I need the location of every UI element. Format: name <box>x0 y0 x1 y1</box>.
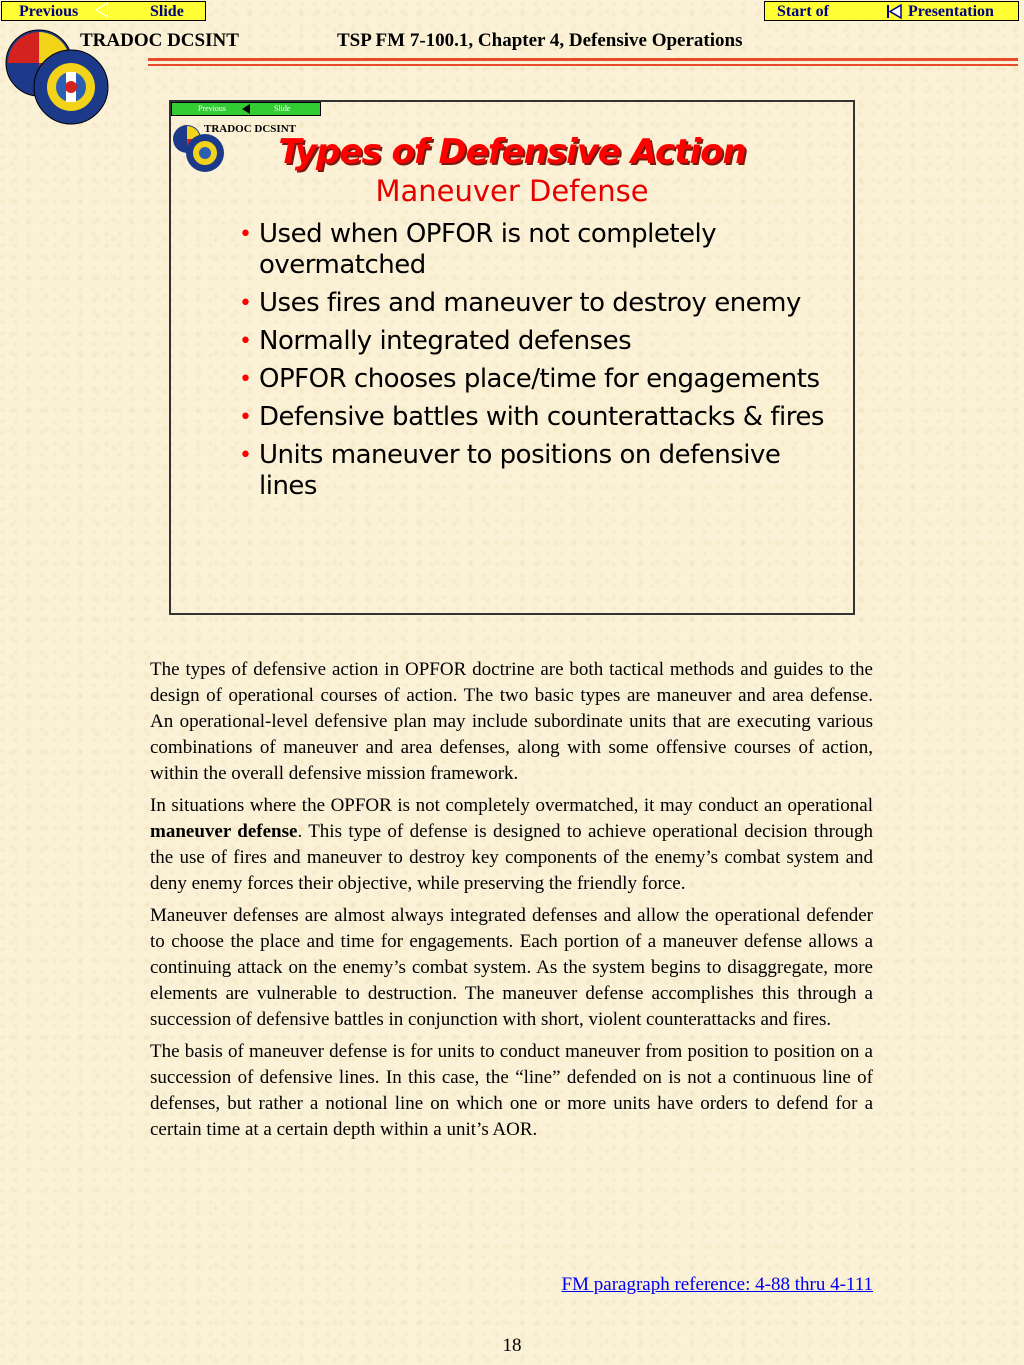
mini-previous-label: Previous <box>198 104 226 113</box>
bold-term: maneuver defense <box>150 821 298 842</box>
bullet-icon: • <box>239 329 252 354</box>
bullet-icon: • <box>239 367 252 392</box>
body-text <box>150 657 873 1149</box>
slide-bullet: • Defensive battles with counterattacks & fires <box>239 402 824 432</box>
header-org: TRADOC DCSINT <box>80 30 239 51</box>
mini-previous-slide-button <box>171 102 321 116</box>
previous-label: Previous <box>19 3 79 20</box>
back-arrow-icon <box>95 2 108 18</box>
slide-bullet: • OPFOR chooses place/time for engagements <box>239 364 820 394</box>
fm-reference-link[interactable]: FM paragraph reference: 4-88 thru 4-111 <box>561 1274 873 1295</box>
slide-bullet: • Units maneuver to positions on defensive lines <box>239 440 781 501</box>
previous-slide-button[interactable] <box>1 1 206 21</box>
bullet-icon: • <box>239 405 252 430</box>
header-title: TSP FM 7-100.1, Chapter 4, Defensive Operations <box>337 30 743 51</box>
mini-slide-label: Slide <box>274 104 291 113</box>
slide-bullet: • Uses fires and maneuver to destroy enemy <box>239 288 801 318</box>
paragraph: In situations where the OPFOR is not completely overmatched, it may conduct an operational maneuver defense. This type of defense is designed to achieve operational decision through the use of fires and maneuver to destroy key components of the enemy’s combat system and deny enemy forces their objective, while preserving the friendly force. <box>150 795 873 894</box>
slide-bullet-list <box>239 219 829 509</box>
page-number: 18 <box>502 1335 522 1356</box>
mini-back-arrow-icon <box>242 104 250 114</box>
reference-row <box>150 1274 873 1296</box>
header-rule-lower <box>148 64 1018 66</box>
presentation-label: Presentation <box>908 3 994 20</box>
paragraph: The basis of maneuver defense is for units to conduct maneuver from position to position on a succession of defensive lines. In this case, the “line” defended on is not a continuous line of defenses, but rather a notional line on which one or more units have orders to defend for a certain time at a certain depth within a unit’s AOR. <box>150 1041 873 1140</box>
slide-header-org: TRADOC DCSINT <box>204 123 296 135</box>
bullet-icon: • <box>239 443 252 468</box>
slide-bullet: • Used when OPFOR is not completely overmatched <box>239 219 717 280</box>
slide-bullet: • Normally integrated defenses <box>239 326 632 356</box>
bullet-icon: • <box>239 222 252 247</box>
slide-subtitle: Maneuver Defense <box>375 174 649 208</box>
bullet-icon: • <box>239 291 252 316</box>
header-rule <box>148 58 1018 61</box>
start-of-label: Start of <box>777 3 829 20</box>
paragraph: Maneuver defenses are almost always integrated defenses and allow the operational defender to choose the place and time for engagements. Each portion of a maneuver defense allows a continuing attack on the enemy’s combat system. As the system begins to disaggregate, more elements are vulnerable to destruction. The maneuver defense accomplishes this through a succession of defensive battles in conjunction with short, violent counterattacks and fires. <box>150 905 873 1030</box>
start-of-presentation-button[interactable] <box>764 1 1019 21</box>
paragraph: The types of defensive action in OPFOR doctrine are both tactical methods and guides to the design of operational courses of action. The two basic types are maneuver and area defense. An operational-level defensive plan may include subordinate units that are executing various combinations of maneuver and area defenses, along with some offensive courses of action, within the overall defensive mission framework. <box>150 659 873 784</box>
slide-label: Slide <box>150 3 184 20</box>
slide-image <box>169 100 855 615</box>
slide-title: Types of Defensive Action <box>278 132 746 172</box>
first-slide-icon <box>886 4 902 19</box>
